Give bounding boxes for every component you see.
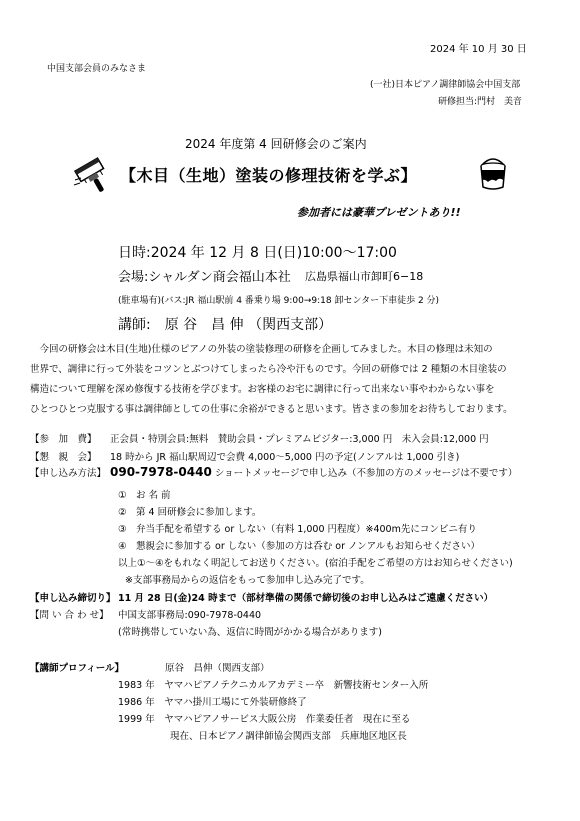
greeting: 中国支部会員のみなさま xyxy=(47,64,147,74)
contact-label: 【問 い 合 わ せ】 xyxy=(30,610,109,621)
subtitle: 2024 年度第 4 回研修会のご案内 xyxy=(185,137,367,151)
paintbrush-icon xyxy=(73,152,115,196)
main-title: 【木目（生地）塗装の修理技術を学ぶ】 xyxy=(120,166,418,185)
deadline-row xyxy=(30,590,493,604)
intro-line: 世界で、調律に行って外装をコツンとぶつけてしまったら冷や汗ものです。今回の研修では 2 種類の木目塗装の xyxy=(30,364,507,375)
intro-paragraph xyxy=(30,340,550,420)
profile-current: 現在、日本ピアノ調律師協会関西支部 兵庫地区地区長 xyxy=(170,731,407,742)
event-lecturer: 講師: 原 谷 昌 伸 （関西支部） xyxy=(118,317,333,333)
profile-label: 【講師プロフィール】 xyxy=(30,663,125,674)
apply-completion-note: ※支部事務局からの返信をもって参加申し込み完了です。 xyxy=(125,575,370,586)
document-date: 2024 年 10 月 30 日 xyxy=(430,44,527,55)
intro-line: ひとつひとつ克服する事は調律師としての仕事に余裕ができると思います。皆さまの参加をお待ちしております。 xyxy=(30,404,513,415)
contact-value: 中国支部事務局:090-7978-0440 xyxy=(118,610,262,621)
fee-value: 正会員・特別会員:無料 賛助会員・プレミアムビジター:3,000 円 未入会員:12,000 円 xyxy=(110,434,489,445)
deadline-value: 11 月 28 日(金)24 時まで（部材準備の関係で締切後のお申し込みはご遠慮ください） xyxy=(118,593,494,604)
profile-history-item: 1999 年 ヤマハピアノサービス大阪公房 作業委任者 現在に至る xyxy=(118,714,411,725)
event-date: 日時:2024 年 12 月 8 日(日)10:00～17:00 xyxy=(118,245,397,261)
party-value: 18 時から JR 福山駅周辺で会費 4,000～5,000 円の予定(ノンアルは 1,000 引き) xyxy=(110,452,460,463)
apply-after-note: 以上①～④をもれなく明記してお送りください。(宿泊手配をご希望の方はお知らせください) xyxy=(118,558,513,569)
intro-line: 今回の研修会は木目(生地)仕様のピアノの外装の塗装修理の研修を企画してみました。木目の修理は未知の xyxy=(30,344,493,355)
apply-row xyxy=(30,465,517,479)
contact-row xyxy=(30,607,261,621)
fee-row xyxy=(30,431,489,445)
deadline-label: 【申し込み締切り】 xyxy=(30,593,116,604)
apply-item: ② 第 4 回研修会に参加します。 xyxy=(118,507,262,518)
paint-bucket-icon xyxy=(476,155,510,191)
event-parking: (駐車場有)(バス:JR 福山駅前 4 番乗り場 9:00→9:18 卸センター下車徒歩 2 分) xyxy=(118,296,440,306)
apply-item: ③ 弁当手配を希望する or しない（有料 1,000 円程度）※400m先にコンビニ有り xyxy=(118,524,477,535)
contact-note: (常時携帯していない為、返信に時間がかかる場合があります) xyxy=(118,627,382,638)
apply-note: ショートメッセージで申し込み（不参加の方のメッセージは不要です） xyxy=(214,468,518,479)
organization: (一社)日本ピアノ調律師協会中国支部 xyxy=(370,80,521,90)
present-notice: 参加者には豪華プレゼントあり!! xyxy=(297,206,461,219)
party-label: 【懇 親 会】 xyxy=(30,452,97,463)
party-row xyxy=(30,449,459,463)
apply-label: 【申し込み方法】 xyxy=(30,468,107,479)
person-in-charge: 研修担当:門村 美音 xyxy=(438,97,523,107)
profile-history-item: 1986 年 ヤマハ掛川工場にて外装研修終了 xyxy=(118,697,307,708)
apply-phone[interactable]: 090-7978-0440 xyxy=(110,465,212,479)
intro-line: 構造について理解を深め修復する技術を学びます。お客様のお宅に調律に行って出来ない事やわからない事を xyxy=(30,384,495,395)
event-venue: 会場:シャルダン商会福山本社 xyxy=(118,270,291,285)
profile-name: 原谷 昌伸（関西支部） xyxy=(165,663,270,674)
apply-item: ④ 懇親会に参加する or しない（参加の方は呑む or ノンアルもお知らせください） xyxy=(118,541,480,552)
fee-label: 【参 加 費】 xyxy=(30,434,97,445)
apply-item: ① お 名 前 xyxy=(118,490,171,501)
profile-history-item: 1983 年 ヤマハピアノテクニカルアカデミー卒 新響技術センター入所 xyxy=(118,680,429,691)
event-venue-address: 広島県福山市卸町6−18 xyxy=(305,270,424,283)
